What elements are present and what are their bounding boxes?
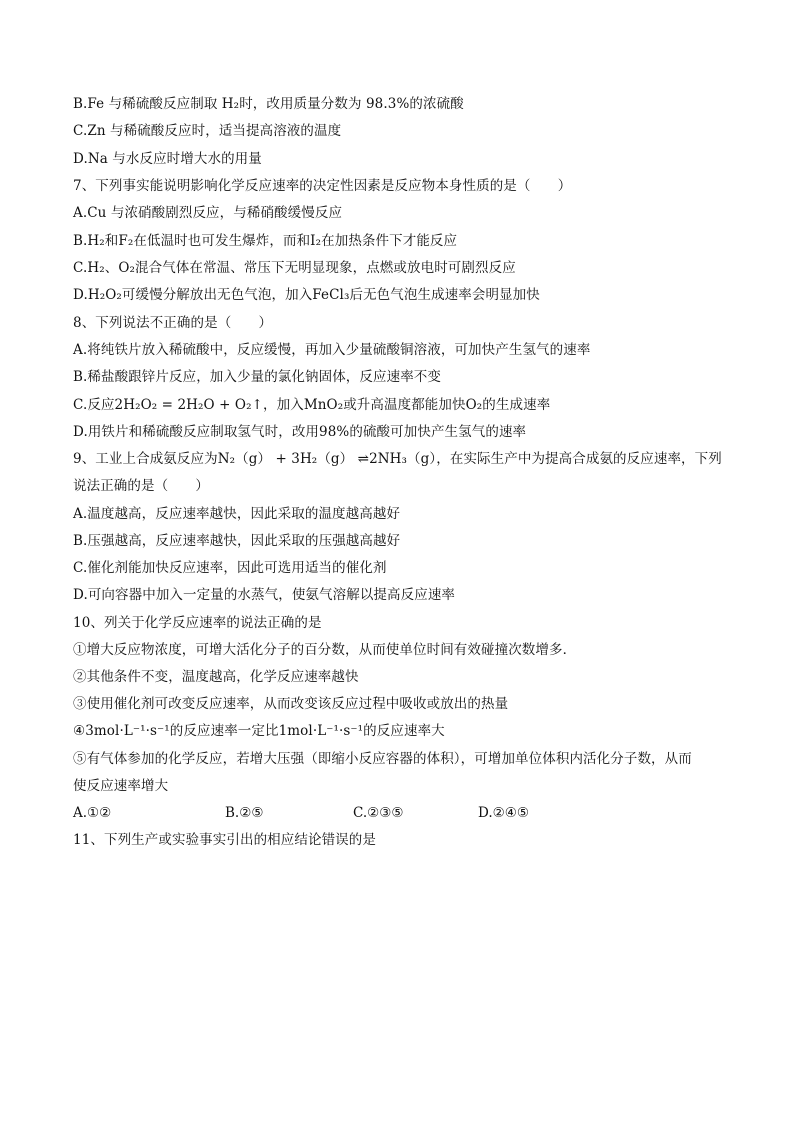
question-9-stem-cont: 说法正确的是（ ） [73, 478, 209, 494]
question-9-option-a: A.温度越高，反应速率越快，因此采取的温度越高越好 [73, 506, 401, 522]
option-line-c: C.Zn 与稀硫酸反应时，适当提高溶液的温度 [73, 123, 342, 139]
question-10-statement-2: ②其他条件不变，温度越高，化学反应速率越快 [73, 669, 359, 685]
question-8-option-a: A.将纯铁片放入稀硫酸中，反应缓慢，再加入少量硫酸铜溶液，可加快产生氢气的速率 [73, 342, 591, 358]
question-9-option-c: C.催化剂能加快反应速率，因此可选用适当的催化剂 [73, 560, 387, 576]
question-7-option-b: B.H₂和F₂在低温时也可发生爆炸，而和I₂在加热条件下才能反应 [73, 233, 458, 249]
question-10-statement-1: ①增大反应物浓度，可增大活化分子的百分数，从而使单位时间有效碰撞次数增多． [73, 642, 577, 658]
question-10-statement-5-cont: 使反应速率增大 [73, 778, 169, 794]
question-10-statement-3: ③使用催化剂可改变反应速率，从而改变该反应过程中吸收或放出的热量 [73, 696, 509, 712]
question-10-option-c: C.②③⑤ [353, 805, 404, 821]
question-9-option-d: D.可向容器中加入一定量的水蒸气，使氨气溶解以提高反应速率 [73, 587, 456, 603]
question-9-option-b: B.压强越高，反应速率越快，因此采取的压强越高越好 [73, 533, 401, 549]
question-7-option-c: C.H₂、O₂混合气体在常温、常压下无明显现象，点燃或放电时可剧烈反应 [73, 260, 516, 276]
question-7-stem: 7、下列事实能说明影响化学反应速率的决定性因素是反应物本身性质的是（ ） [73, 178, 572, 194]
question-8-option-b: B.稀盐酸跟锌片反应，加入少量的氯化钠固体，反应速率不变 [73, 369, 442, 385]
option-line-b: B.Fe 与稀硫酸反应制取 H₂时，改用质量分数为 98.3%的浓硫酸 [73, 96, 464, 112]
question-8-option-d: D.用铁片和稀硫酸反应制取氢气时，改用98%的硫酸可加快产生氢气的速率 [73, 424, 527, 440]
question-10-option-d: D.②④⑤ [478, 805, 529, 821]
question-7-option-a: A.Cu 与浓硝酸剧烈反应，与稀硝酸缓慢反应 [73, 205, 343, 221]
option-line-d: D.Na 与水反应时增大水的用量 [73, 151, 262, 167]
question-11-stem: 11、下列生产或实验事实引出的相应结论错误的是 [73, 832, 376, 848]
question-10-option-a: A.①② [73, 805, 112, 821]
question-10-option-b: B.②⑤ [225, 805, 264, 821]
question-10-statement-4: ④3mol·L⁻¹·s⁻¹的反应速率一定比1mol·L⁻¹·s⁻¹的反应速率大 [73, 723, 445, 739]
question-9-stem: 9、工业上合成氨反应为N₂（g） + 3H₂（g） ⇌2NH₃（g），在实际生产中为提高合成氨的反应速率，下列 [73, 451, 722, 467]
question-10-statement-5: ⑤有气体参加的化学反应，若增大压强（即缩小反应容器的体积），可增加单位体积内活化分子数，从而 [73, 751, 692, 767]
question-7-option-d: D.H₂O₂可缓慢分解放出无色气泡，加入FeCl₃后无色气泡生成速率会明显加快 [73, 287, 540, 303]
question-8-option-c: C.反应2H₂O₂ = 2H₂O + O₂↑，加入MnO₂或升高温度都能加快O₂的生成速率 [73, 397, 551, 413]
question-8-stem: 8、下列说法不正确的是（ ） [73, 315, 273, 331]
question-10-stem: 10、列关于化学反应速率的说法正确的是 [73, 615, 322, 631]
